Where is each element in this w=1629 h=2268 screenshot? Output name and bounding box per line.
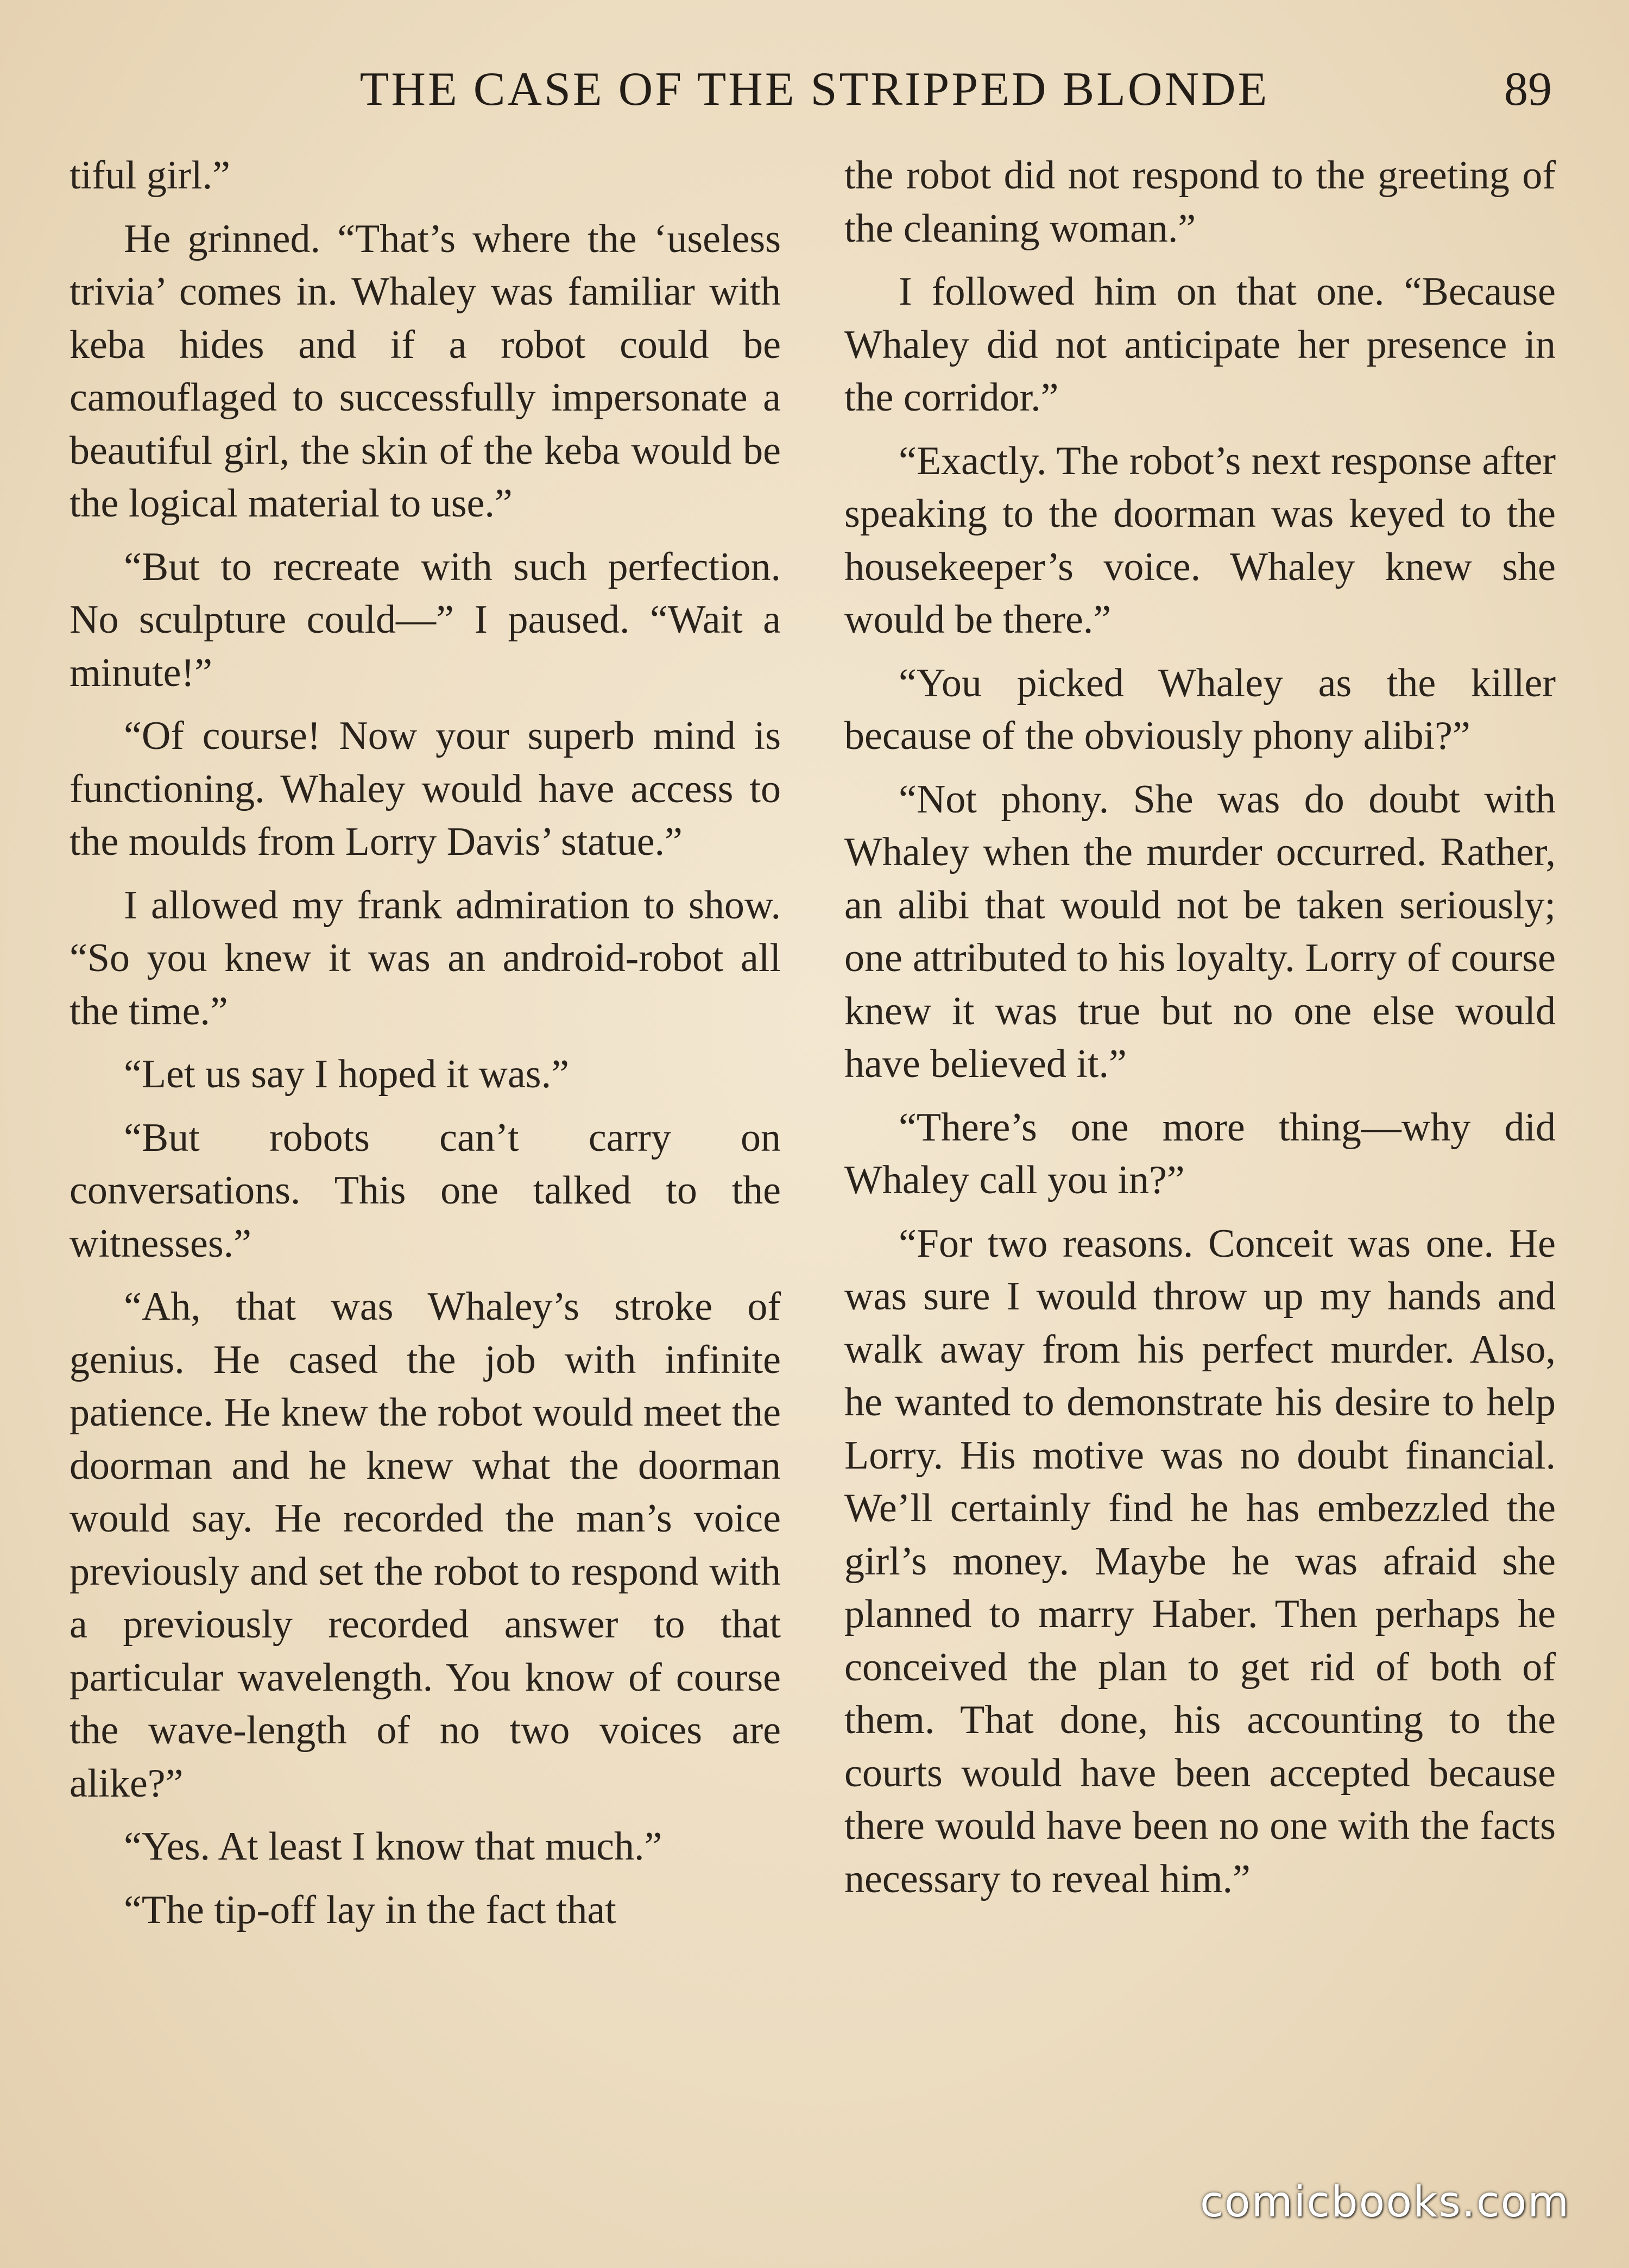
paragraph: “Exactly. The robot’s next response after speaking to the doorman was keyed to the housekeeper’s voice. Whaley knew she would be there.” [844, 438, 1556, 642]
paragraph: “Yes. At least I know that much.” [124, 1824, 662, 1869]
running-title: THE CASE OF THE STRIPPED BLONDE [359, 63, 1270, 116]
paragraph: “But to recreate with such perfection. No sculpture could—” I paused. “Wait a minute!” [70, 544, 781, 695]
paragraph: “The tip-off lay in the fact that [124, 1887, 616, 1932]
paragraph: “Not phony. She was do doubt with Whaley when the murder occurred. Rather, an alibi that would not be taken seriously; one attributed to his loyalty. Lorry of course knew it was true but no one else would have believed it.” [844, 777, 1556, 1086]
paragraph: I allowed my frank admiration to show. “So you knew it was an android-robot all the time.” [70, 883, 781, 1034]
left-column [70, 149, 781, 1947]
paragraph: “You picked Whaley as the killer because of the obviously phony alibi?” [844, 660, 1556, 758]
page-header [0, 60, 1629, 119]
page-number: 89 [1504, 63, 1552, 116]
paragraph: He grinned. “That’s where the ‘useless trivia’ comes in. Whaley was familiar with keba hides and if a robot could be camouflaged to successfully impersonate a beautiful girl, the skin of the keba would be the logical material to use.” [70, 216, 781, 526]
paragraph: I followed him on that one. “Because Whaley did not anticipate her presence in the corridor.” [844, 269, 1556, 420]
paragraph: “For two reasons. Conceit was one. He was sure I would throw up my hands and walk away from his perfect murder. Also, he wanted to demonstrate his desire to help Lorry. His motive was no doubt financial. We’ll certainly find he has embezzled the girl’s money. Maybe he was afraid she planned to marry Haber. Then perhaps he conceived the plan to get rid of both of them. That done, his accounting to the courts would have been accepted because there would have been no one with the facts necessary to reveal him.” [844, 1221, 1556, 1901]
paragraph: the robot did not respond to the greeting of the cleaning woman.” [844, 153, 1556, 251]
watermark-text: comicbooks.com [1200, 2178, 1570, 2227]
paragraph: “But robots can’t carry on conversations. This one talked to the witnesses.” [70, 1115, 781, 1266]
right-column [844, 149, 1556, 1916]
paragraph: “There’s one more thing—why did Whaley call you in?” [844, 1105, 1556, 1202]
paragraph: “Let us say I hoped it was.” [124, 1052, 569, 1097]
paragraph: “Of course! Now your superb mind is functioning. Whaley would have access to the moulds from Lorry Davis’ statue.” [70, 714, 781, 864]
paragraph: “Ah, that was Whaley’s stroke of genius. He cased the job with infinite patience. He knew the robot would meet the doorman and he knew what the doorman would say. He recorded the man’s voice previously and set the robot to respond with a previously recorded answer to that particular wavelength. You know of course the wave-length of no two voices are alike?” [70, 1284, 781, 1806]
paragraph: tiful girl.” [70, 153, 230, 198]
